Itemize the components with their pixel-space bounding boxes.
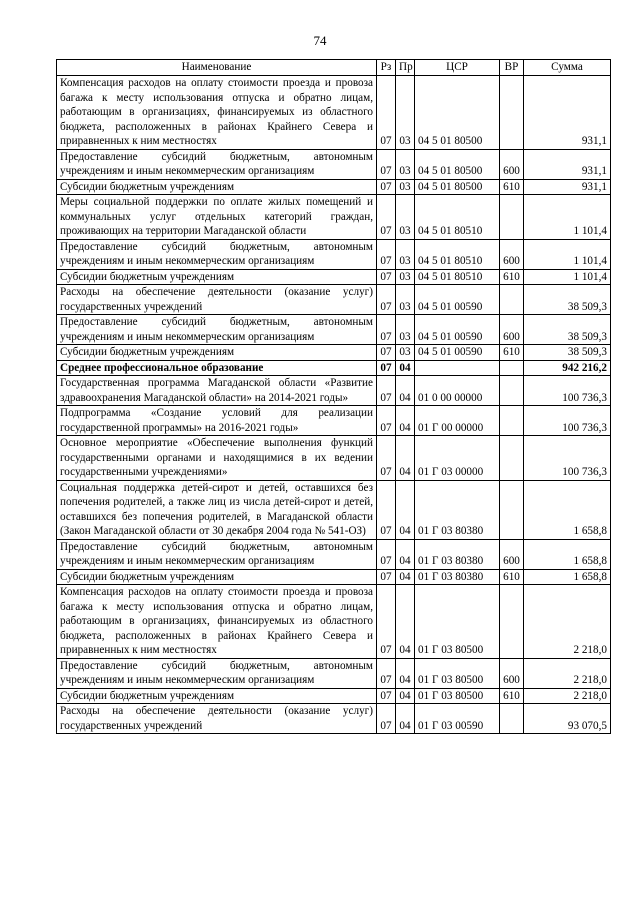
cell-vr	[500, 360, 524, 376]
cell-csr: 01 Г 03 80500	[415, 585, 500, 659]
cell-rz: 07	[377, 345, 396, 361]
cell-pr: 03	[396, 269, 415, 285]
cell-csr	[415, 360, 500, 376]
table-row	[57, 585, 611, 659]
cell-name: Предоставление субсидий бюджетным, автономным учреждениям и иным некоммерческим организациям	[57, 149, 377, 179]
cell-csr: 01 Г 03 80380	[415, 480, 500, 539]
cell-name: Подпрограмма «Создание условий для реализации государственной программы» на 2016-2021 годы»	[57, 406, 377, 436]
cell-name: Субсидии бюджетным учреждениям	[57, 688, 377, 704]
cell-csr: 01 Г 00 00000	[415, 406, 500, 436]
cell-pr: 03	[396, 179, 415, 195]
header-rz: Рз	[377, 60, 396, 76]
cell-vr: 600	[500, 315, 524, 345]
cell-csr: 04 5 01 80500	[415, 179, 500, 195]
cell-vr: 610	[500, 179, 524, 195]
cell-rz: 07	[377, 269, 396, 285]
cell-csr: 04 5 01 00590	[415, 345, 500, 361]
cell-sum: 100 736,3	[524, 406, 611, 436]
table-row	[57, 76, 611, 150]
cell-pr: 04	[396, 585, 415, 659]
cell-vr: 600	[500, 539, 524, 569]
table-row	[57, 149, 611, 179]
cell-name: Предоставление субсидий бюджетным, автономным учреждениям и иным некоммерческим организациям	[57, 239, 377, 269]
cell-sum: 1 101,4	[524, 269, 611, 285]
cell-rz: 07	[377, 688, 396, 704]
cell-vr	[500, 585, 524, 659]
cell-sum: 38 509,3	[524, 345, 611, 361]
cell-pr: 03	[396, 315, 415, 345]
cell-pr: 04	[396, 406, 415, 436]
cell-name: Среднее профессиональное образование	[57, 360, 377, 376]
cell-rz: 07	[377, 480, 396, 539]
table-body	[57, 76, 611, 734]
cell-csr: 01 Г 03 00000	[415, 436, 500, 481]
cell-rz: 07	[377, 149, 396, 179]
cell-csr: 01 Г 03 80500	[415, 688, 500, 704]
cell-vr	[500, 406, 524, 436]
cell-name: Расходы на обеспечение деятельности (оказание услуг) государственных учреждений	[57, 285, 377, 315]
cell-csr: 01 Г 03 00590	[415, 704, 500, 734]
cell-vr	[500, 376, 524, 406]
cell-rz: 07	[377, 406, 396, 436]
cell-pr: 04	[396, 569, 415, 585]
table-row	[57, 360, 611, 376]
cell-vr	[500, 704, 524, 734]
table-row	[57, 376, 611, 406]
cell-rz: 07	[377, 360, 396, 376]
cell-pr: 04	[396, 480, 415, 539]
cell-rz: 07	[377, 315, 396, 345]
cell-vr: 610	[500, 269, 524, 285]
cell-vr	[500, 480, 524, 539]
cell-pr: 04	[396, 376, 415, 406]
cell-rz: 07	[377, 239, 396, 269]
table-row	[57, 406, 611, 436]
cell-rz: 07	[377, 658, 396, 688]
table-header-row	[57, 60, 611, 76]
cell-pr: 04	[396, 688, 415, 704]
cell-name: Субсидии бюджетным учреждениям	[57, 569, 377, 585]
budget-table	[56, 59, 611, 734]
cell-pr: 04	[396, 704, 415, 734]
cell-csr: 04 5 01 00590	[415, 285, 500, 315]
cell-sum: 931,1	[524, 179, 611, 195]
cell-name: Расходы на обеспечение деятельности (оказание услуг) государственных учреждений	[57, 704, 377, 734]
cell-sum: 2 218,0	[524, 585, 611, 659]
cell-csr: 04 5 01 80500	[415, 149, 500, 179]
cell-name: Социальная поддержка детей-сирот и детей, оставшихся без попечения родителей, а также лиц из числа детей-сирот и детей, оставшихся без попечения родителей, в Магаданской области (Закон Магаданской области от 30 декабря 2004 года № 541-ОЗ)	[57, 480, 377, 539]
cell-vr	[500, 195, 524, 240]
cell-rz: 07	[377, 704, 396, 734]
cell-rz: 07	[377, 179, 396, 195]
table-row	[57, 658, 611, 688]
cell-csr: 01 0 00 00000	[415, 376, 500, 406]
cell-sum: 93 070,5	[524, 704, 611, 734]
table-row	[57, 539, 611, 569]
cell-pr: 03	[396, 149, 415, 179]
table-row	[57, 704, 611, 734]
cell-name: Компенсация расходов на оплату стоимости проезда и провоза багажа к месту использования отпуска и обратно лицам, работающим в организациях, финансируемых из областного бюджета, расположенных в районах Крайнего Севера и приравненных к ним местностях	[57, 76, 377, 150]
cell-sum: 38 509,3	[524, 285, 611, 315]
cell-name: Государственная программа Магаданской области «Развитие здравоохранения Магаданской области» на 2014-2021 годы»	[57, 376, 377, 406]
table-row	[57, 569, 611, 585]
cell-vr	[500, 76, 524, 150]
cell-pr: 03	[396, 285, 415, 315]
page-number: 74	[313, 33, 327, 48]
cell-sum: 100 736,3	[524, 436, 611, 481]
cell-vr	[500, 436, 524, 481]
cell-pr: 04	[396, 436, 415, 481]
table-row	[57, 345, 611, 361]
table-row	[57, 688, 611, 704]
cell-rz: 07	[377, 76, 396, 150]
table-row	[57, 195, 611, 240]
cell-vr: 600	[500, 149, 524, 179]
cell-pr: 03	[396, 76, 415, 150]
cell-pr: 03	[396, 195, 415, 240]
cell-csr: 04 5 01 00590	[415, 315, 500, 345]
cell-pr: 04	[396, 360, 415, 376]
header-sum: Сумма	[524, 60, 611, 76]
header-pr: Пр	[396, 60, 415, 76]
cell-csr: 04 5 01 80510	[415, 269, 500, 285]
cell-csr: 04 5 01 80510	[415, 195, 500, 240]
cell-sum: 1 658,8	[524, 480, 611, 539]
cell-name: Субсидии бюджетным учреждениям	[57, 345, 377, 361]
cell-csr: 01 Г 03 80380	[415, 569, 500, 585]
cell-name: Предоставление субсидий бюджетным, автономным учреждениям и иным некоммерческим организациям	[57, 315, 377, 345]
table-row	[57, 269, 611, 285]
table-row	[57, 480, 611, 539]
header-name: Наименование	[57, 60, 377, 76]
cell-sum: 931,1	[524, 149, 611, 179]
cell-csr: 01 Г 03 80380	[415, 539, 500, 569]
cell-name: Субсидии бюджетным учреждениям	[57, 269, 377, 285]
cell-rz: 07	[377, 195, 396, 240]
cell-rz: 07	[377, 539, 396, 569]
cell-csr: 04 5 01 80510	[415, 239, 500, 269]
cell-vr: 610	[500, 688, 524, 704]
cell-name: Основное мероприятие «Обеспечение выполнения функций государственными органами и находящимися в их ведении государственными учреждениями»	[57, 436, 377, 481]
cell-sum: 1 101,4	[524, 239, 611, 269]
cell-rz: 07	[377, 436, 396, 481]
cell-name: Субсидии бюджетным учреждениям	[57, 179, 377, 195]
cell-rz: 07	[377, 285, 396, 315]
table-row	[57, 285, 611, 315]
cell-pr: 03	[396, 239, 415, 269]
table-row	[57, 315, 611, 345]
cell-rz: 07	[377, 585, 396, 659]
cell-sum: 38 509,3	[524, 315, 611, 345]
cell-vr: 610	[500, 345, 524, 361]
cell-sum: 931,1	[524, 76, 611, 150]
cell-name: Меры социальной поддержки по оплате жилых помещений и коммунальных услуг отдельных категорий граждан, проживающих на территории Магаданской области	[57, 195, 377, 240]
cell-sum: 2 218,0	[524, 688, 611, 704]
cell-sum: 2 218,0	[524, 658, 611, 688]
cell-vr: 600	[500, 658, 524, 688]
cell-csr: 04 5 01 80500	[415, 76, 500, 150]
table-row	[57, 179, 611, 195]
cell-sum: 1 658,8	[524, 569, 611, 585]
cell-name: Компенсация расходов на оплату стоимости проезда и провоза багажа к месту использования отпуска и обратно лицам, работающим в организациях, финансируемых из областного бюджета, расположенных в районах Крайнего Севера и приравненных к ним местностях	[57, 585, 377, 659]
cell-sum: 100 736,3	[524, 376, 611, 406]
cell-name: Предоставление субсидий бюджетным, автономным учреждениям и иным некоммерческим организациям	[57, 658, 377, 688]
cell-pr: 03	[396, 345, 415, 361]
cell-vr: 610	[500, 569, 524, 585]
table-row	[57, 239, 611, 269]
cell-pr: 04	[396, 658, 415, 688]
cell-sum: 942 216,2	[524, 360, 611, 376]
header-vr: ВР	[500, 60, 524, 76]
cell-csr: 01 Г 03 80500	[415, 658, 500, 688]
cell-name: Предоставление субсидий бюджетным, автономным учреждениям и иным некоммерческим организациям	[57, 539, 377, 569]
cell-pr: 04	[396, 539, 415, 569]
cell-rz: 07	[377, 376, 396, 406]
cell-vr	[500, 285, 524, 315]
cell-vr: 600	[500, 239, 524, 269]
cell-sum: 1 101,4	[524, 195, 611, 240]
header-csr: ЦСР	[415, 60, 500, 76]
cell-sum: 1 658,8	[524, 539, 611, 569]
cell-rz: 07	[377, 569, 396, 585]
table-row	[57, 436, 611, 481]
